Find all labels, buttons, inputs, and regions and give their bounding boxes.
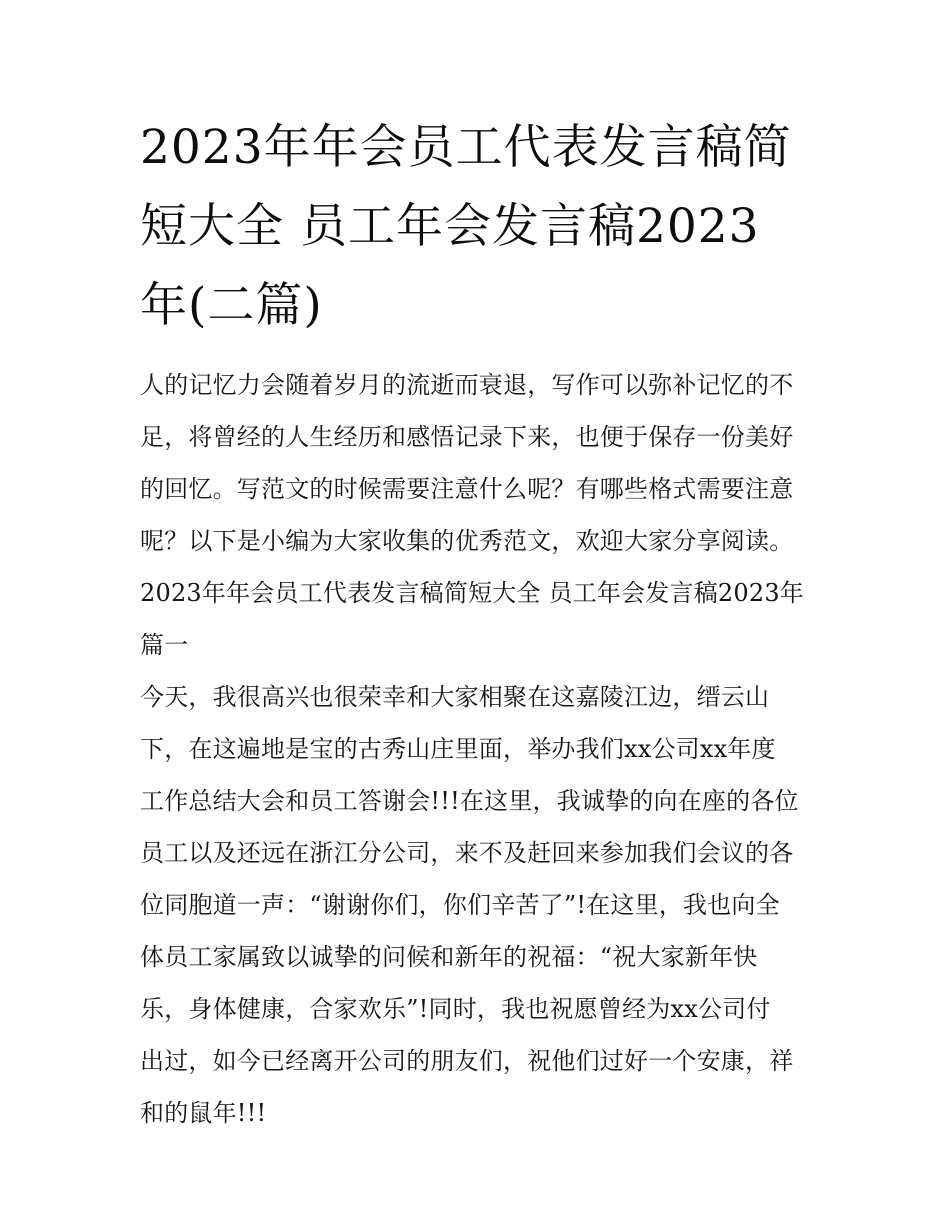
paragraph-line: 下，在这遍地是宝的古秀山庄里面，举办我们xx公司xx年度	[140, 735, 776, 763]
paragraph-line: 乐，身体健康，合家欢乐”!同时，我也祝愿曾经为xx公司付	[140, 995, 771, 1023]
paragraph-line: 位同胞道一声：“谢谢你们，你们辛苦了”!在这里，我也向全	[140, 891, 780, 919]
paragraph-line: 工作总结大会和员工答谢会!!!在这里，我诚挚的向在座的各位	[140, 787, 799, 815]
paragraph-line: 今天，我很高兴也很荣幸和大家相聚在这嘉陵江边，缙云山	[140, 683, 770, 711]
paragraph-line: 出过，如今已经离开公司的朋友们，祝他们过好一个安康，祥	[140, 1047, 794, 1075]
intro-line: 足，将曾经的人生经历和感悟记录下来，也便于保存一份美好	[140, 423, 794, 451]
section-heading-line: 篇一	[140, 631, 189, 659]
document-title	[140, 108, 812, 345]
paragraph-line: 和的鼠年!!!	[140, 1099, 267, 1127]
title-line: 年(二篇)	[140, 278, 323, 333]
paragraph-line: 体员工家属致以诚挚的问候和新年的祝福：“祝大家新年快	[140, 943, 758, 971]
section-heading-line: 2023年年会员工代表发言稿简短大全 员工年会发言稿2023年	[140, 579, 804, 607]
intro-line: 人的记忆力会随着岁月的流逝而衰退，写作可以弥补记忆的不	[140, 371, 794, 399]
title-line: 短大全 员工年会发言稿2023	[140, 199, 760, 254]
intro-line: 的回忆。写范文的时候需要注意什么呢？有哪些格式需要注意	[140, 475, 794, 503]
document-content	[140, 108, 812, 1139]
paragraph-line: 员工以及还远在浙江分公司，来不及赶回来参加我们会议的各	[140, 839, 794, 867]
intro-line: 呢？以下是小编为大家收集的优秀范文，欢迎大家分享阅读。	[140, 527, 794, 555]
title-line: 2023年年会员工代表发言稿简	[140, 120, 792, 175]
document-body	[140, 359, 812, 1139]
